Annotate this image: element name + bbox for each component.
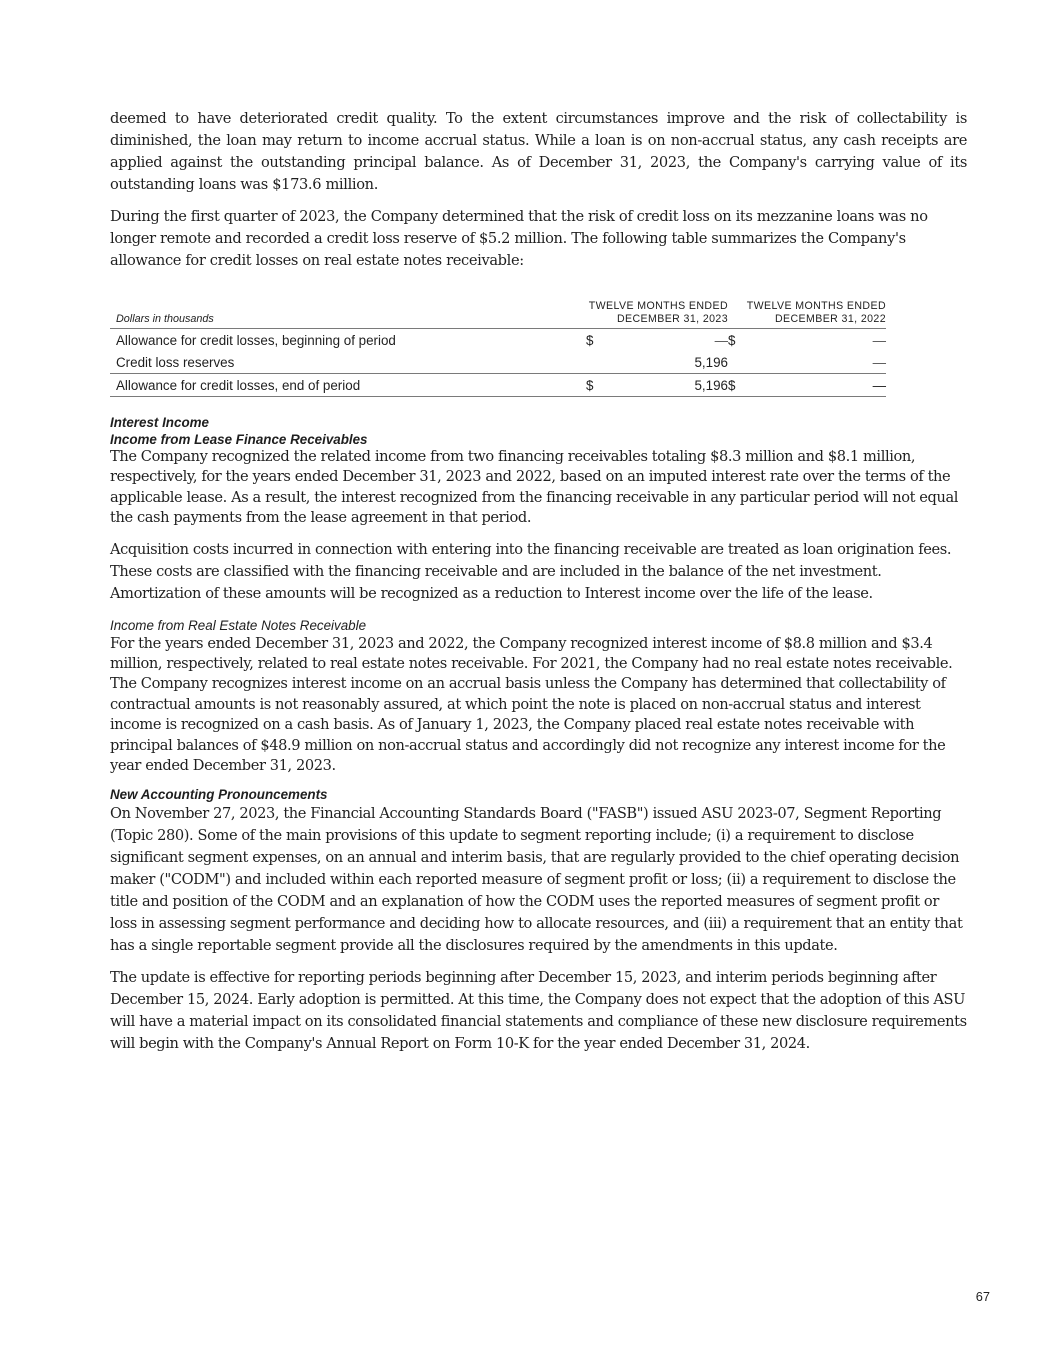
page-content (110, 108, 967, 1065)
paragraph-credit-quality: deemed to have deteriorated credit quality. To the extent circumstances improve and the risk of collectability is diminished, the loan may return to income accrual status. While a loan is on non-accrual status, any cash receipts are applied against the outstanding principal balance. As of December 31, 2023, the Company's carrying value of its outstanding loans was $173.6 million. (110, 110, 967, 193)
column-header-2023-line2: DECEMBER 31, 2023 (616, 313, 728, 325)
paragraph-lease-income: The Company recognized the related income from two financing receivables totaling $8.3 million and $8.1 million, respectively, for the years ended December 31, 2023 and 2022, based on an imputed interest rate over the terms of the applicable lease. As a result, the interest recognized from the financing receivable in any particular period will not equal the cash payments from the lease agreement in that period. (110, 448, 959, 527)
credit-loss-table (110, 300, 886, 397)
cell-value-2023: — (714, 332, 728, 348)
paragraph-asu-2023-07: On November 27, 2023, the Financial Accounting Standards Board ("FASB") issued ASU 2023-07, Segment Reporting (Topic 280). Some of the main provisions of this update to segment reporting include; (i) a requirement to disclose significant segment expenses, on an annual and interim basis, that are regularly provided to the chief operating decision maker ("CODM") and included within each reported measure of segment profit or loss; (ii) a requirement to disclose the title and position of the CODM and an explanation of how the CODM uses the reported measures of segment profit or loss in assessing segment performance and deciding how to allocate resources, and (iii) a requirement that an entity that has a single reportable segment provide all the disclosures required by the amendments in this update. (110, 805, 963, 955)
heading-lease-finance: Income from Lease Finance Receivables (110, 432, 368, 447)
row-label: Allowance for credit losses, end of period (110, 374, 586, 397)
currency-symbol: $ (586, 374, 600, 397)
column-header-2022 (728, 300, 886, 329)
page-number: 67 (975, 1289, 990, 1304)
cell-value-2023: 5,196 (600, 374, 728, 397)
heading-new-pronouncements: New Accounting Pronouncements (110, 787, 328, 803)
currency-symbol: $ (728, 332, 736, 348)
column-header-2022-line2: DECEMBER 31, 2022 (774, 313, 886, 325)
currency-symbol: $ (728, 374, 742, 397)
heading-notes-receivable: Income from Real Estate Notes Receivable (110, 617, 367, 633)
table-total-row (110, 374, 886, 397)
column-header-2022-line1: TWELVE MONTHS ENDED (746, 300, 886, 312)
cell-value-2023: 5,196 (600, 351, 728, 374)
paragraph-acquisition-costs: Acquisition costs incurred in connection with entering into the financing receivable are treated as loan origination fees. These costs are classified with the financing receivable and are included in the balance of the net investment. Amortization of these amounts will be recognized as a reduction to Interest income over the life of the lease. (110, 540, 952, 602)
paragraph-notes-income: For the years ended December 31, 2023 and 2022, the Company recognized interest income of $8.8 million and $3.4 million, respectively, related to real estate notes receivable. For 2021, the Company had no real estate notes receivable. The Company recognizes interest income on an accrual basis unless the Company has determined that collectability of contractual amounts is not reasonably assured, at which point the note is placed on non-accrual status and interest income is recognized on a cash basis. As of January 1, 2023, the Company placed real estate notes receivable with principal balances of $48.9 million on non-accrual status and accordingly did not recognize any interest income for the year ended December 31, 2023. (110, 634, 953, 775)
currency-symbol: $ (586, 332, 594, 348)
table-row (110, 351, 886, 374)
cell-value-2022: — (742, 374, 886, 397)
cell-value-2022: — (742, 351, 886, 374)
table-caption: Dollars in thousands (110, 300, 586, 329)
currency-symbol (586, 351, 600, 374)
table-header-row (110, 300, 886, 329)
row-label: Allowance for credit losses, beginning of period (116, 332, 396, 348)
heading-interest-income: Interest Income (110, 415, 209, 430)
currency-symbol (728, 351, 742, 374)
column-header-2023 (586, 300, 728, 329)
row-label: Credit loss reserves (110, 351, 586, 374)
table-row (110, 329, 886, 352)
column-header-2023-line1: TWELVE MONTHS ENDED (588, 300, 728, 312)
paragraph-credit-loss-reserve: During the first quarter of 2023, the Company determined that the risk of credit loss on its mezzanine loans was no longer remote and recorded a credit loss reserve of $5.2 million. The following table summarizes the Company's allowance for credit losses on real estate notes receivable: (110, 208, 928, 269)
paragraph-update-effective: The update is effective for reporting periods beginning after December 15, 2023, and interim periods beginning after December 15, 2024. Early adoption is permitted. At this time, the Company does not expect that the adoption of this ASU will have a material impact on its consolidated financial statements and compliance of these new disclosure requirements will begin with the Company's Annual Report on Form 10-K for the year ended December 31, 2024. (110, 969, 967, 1053)
cell-value-2022: — (872, 332, 886, 348)
